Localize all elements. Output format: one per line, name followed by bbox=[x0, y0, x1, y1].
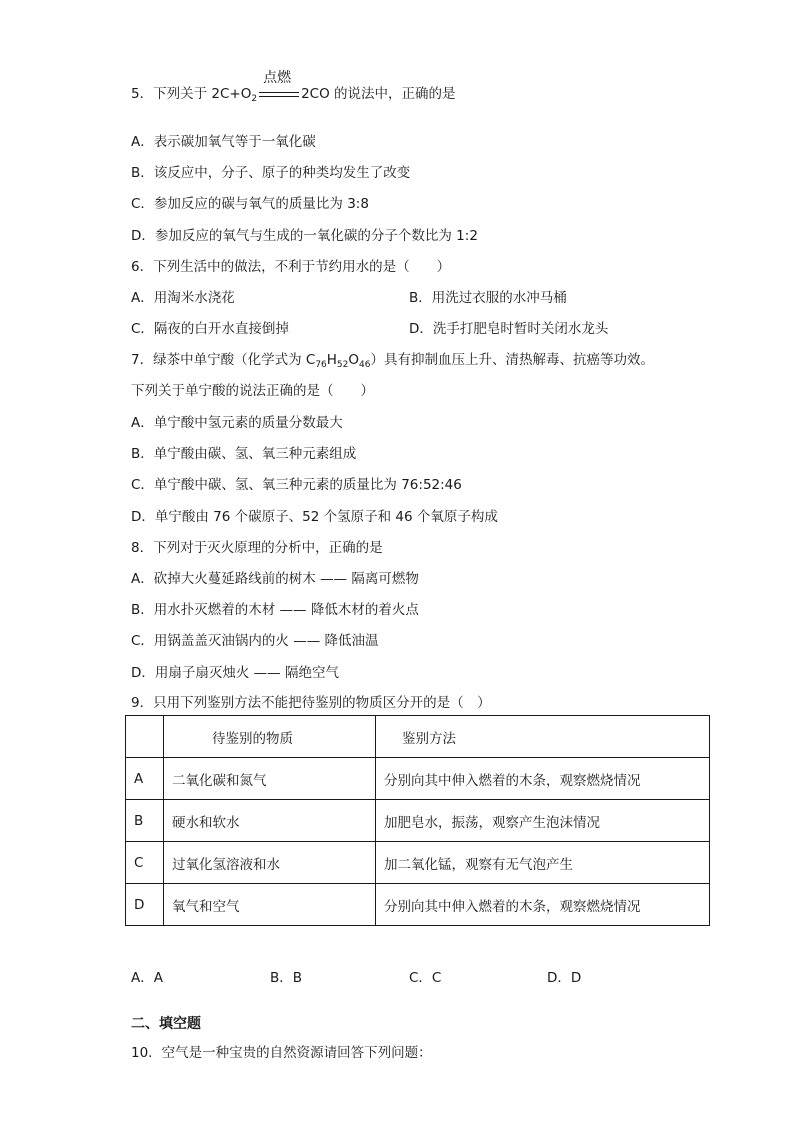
q5-option-d: D．参加反应的氧气与生成的一氧化碳的分子个数比为 1:2 bbox=[131, 228, 478, 244]
row-substance: 过氧化氢溶液和水 bbox=[164, 842, 376, 884]
table-row bbox=[126, 884, 710, 926]
row-substance: 硬水和软水 bbox=[164, 800, 376, 842]
q7-option-c: C．单宁酸中碳、氢、氧三种元素的质量比为 76:52:46 bbox=[131, 477, 462, 493]
q8-option-d: D．用扇子扇灭烛火 —— 隔绝空气 bbox=[131, 665, 339, 681]
q7-stem: 7．绿茶中单宁酸（化学式为 $C_{76}H_{52}O_{46}$）具有抑制血压上升、清热解毒、抗癌等功效。 bbox=[131, 352, 654, 370]
q8-option-c: C．用锅盖盖灭油锅内的火 —— 降低油温 bbox=[131, 633, 379, 649]
q8-option-b: B．用水扑灭燃着的木材 —— 降低木材的着火点 bbox=[131, 602, 419, 618]
row-method: 分别向其中伸入燃着的木条，观察燃烧情况 bbox=[376, 884, 710, 926]
row-label: C bbox=[126, 842, 164, 884]
q9-table bbox=[125, 715, 710, 926]
row-label: B bbox=[126, 800, 164, 842]
q6-option-a: A．用淘米水浇花 bbox=[131, 290, 235, 306]
q10-stem: 10．空气是一种宝贵的自然资源请回答下列问题： bbox=[131, 1045, 432, 1061]
header-cell-method: 鉴别方法 bbox=[376, 716, 710, 758]
row-method: 分别向其中伸入燃着的木条，观察燃烧情况 bbox=[376, 758, 710, 800]
table-row bbox=[126, 800, 710, 842]
q9-answer-b: B．B bbox=[270, 970, 303, 986]
q9-stem: 9．只用下列鉴别方法不能把待鉴别的物质区分开的是（ ） bbox=[131, 695, 491, 711]
q5-option-c: C．参加反应的碳与氧气的质量比为 3:8 bbox=[131, 196, 369, 212]
q6-option-d: D．洗手打肥皂时暂时关闭水龙头 bbox=[409, 321, 609, 337]
q9-answer-d: D．D bbox=[547, 970, 582, 986]
row-method: 加肥皂水，振荡，观察产生泡沫情况 bbox=[376, 800, 710, 842]
row-label: A bbox=[126, 758, 164, 800]
row-label: D bbox=[126, 884, 164, 926]
q9-answer-a: A．A bbox=[131, 970, 163, 986]
section-heading: 二、填空题 bbox=[131, 1016, 201, 1032]
header-cell-label bbox=[126, 716, 164, 758]
q7-option-a: A．单宁酸中氢元素的质量分数最大 bbox=[131, 415, 343, 431]
q6-option-b: B．用洗过衣服的水冲马桶 bbox=[409, 290, 567, 306]
q8-option-a: A．砍掉大火蔓延路线前的树木 —— 隔离可燃物 bbox=[131, 571, 419, 587]
q5-option-b: B．该反应中，分子、原子的种类均发生了改变 bbox=[131, 165, 411, 181]
q7-stem-2: 下列关于单宁酸的说法正确的是（ ） bbox=[131, 383, 374, 399]
q5-stem: 5．下列关于 $2C+O_2$ 点燃 2CO 的说法中，正确的是 bbox=[131, 70, 456, 104]
row-method: 加二氧化锰，观察有无气泡产生 bbox=[376, 842, 710, 884]
header-cell-substance: 待鉴别的物质 bbox=[164, 716, 376, 758]
q7-option-d: D．单宁酸由 76 个碳原子、52 个氢原子和 46 个氧原子构成 bbox=[131, 509, 498, 525]
table-row bbox=[126, 758, 710, 800]
q9-answer-c: C．C bbox=[409, 970, 442, 986]
table-row bbox=[126, 842, 710, 884]
row-substance: 氧气和空气 bbox=[164, 884, 376, 926]
q8-stem: 8．下列对于灭火原理的分析中，正确的是 bbox=[131, 540, 383, 556]
q6-option-c: C．隔夜的白开水直接倒掉 bbox=[131, 321, 289, 337]
q6-stem: 6．下列生活中的做法，不利于节约用水的是（ ） bbox=[131, 259, 451, 275]
q7-option-b: B．单宁酸由碳、氢、氧三种元素组成 bbox=[131, 446, 357, 462]
row-substance: 二氧化碳和氮气 bbox=[164, 758, 376, 800]
q5-option-a: A．表示碳加氧气等于一氧化碳 bbox=[131, 134, 316, 150]
table-header-row bbox=[126, 716, 710, 758]
reaction-arrow: 点燃 bbox=[257, 86, 301, 102]
